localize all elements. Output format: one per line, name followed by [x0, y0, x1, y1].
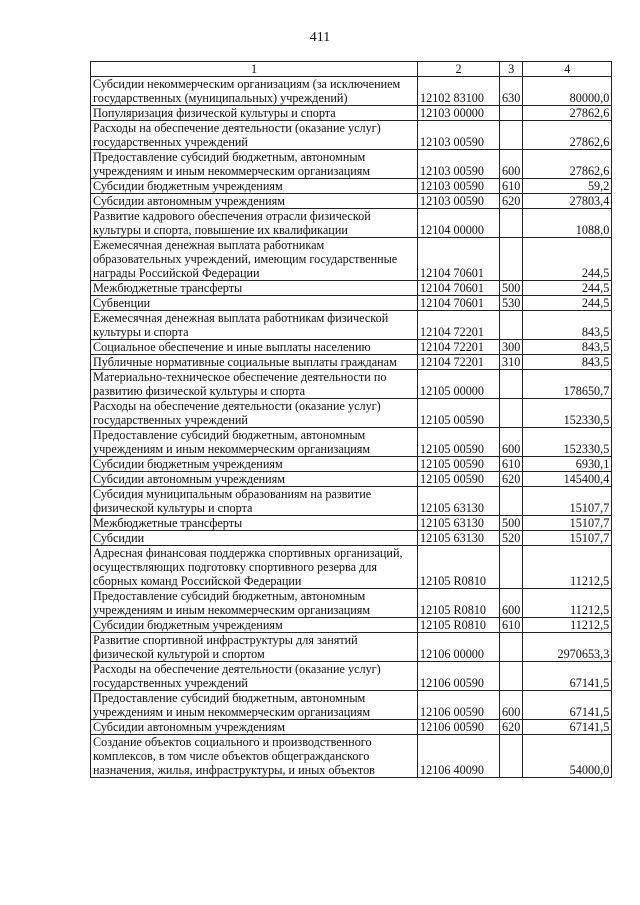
row-vr-cell: 600	[500, 691, 523, 720]
row-name-cell: Субсидии бюджетным учреждениям	[91, 457, 418, 472]
row-amount-cell: 27862,6	[523, 106, 612, 121]
row-code-cell: 12105 R0810	[418, 589, 500, 618]
row-name-cell: Субсидии	[91, 531, 418, 546]
row-amount-cell: 178650,7	[523, 370, 612, 399]
row-vr-cell	[500, 121, 523, 150]
row-code-cell: 12104 72201	[418, 355, 500, 370]
row-vr-cell	[500, 487, 523, 516]
row-amount-cell: 80000,0	[523, 77, 612, 106]
table-row	[91, 662, 612, 691]
row-vr-cell	[500, 399, 523, 428]
row-amount-cell: 1088,0	[523, 209, 612, 238]
table-row	[91, 340, 612, 355]
row-name-cell: Субсидия муниципальным образованиям на развитие физической культуры и спорта	[91, 487, 418, 516]
row-amount-cell: 27862,6	[523, 121, 612, 150]
column-header: 1	[91, 62, 418, 77]
row-amount-cell: 244,5	[523, 238, 612, 281]
column-header: 4	[523, 62, 612, 77]
row-name-cell: Субсидии бюджетным учреждениям	[91, 618, 418, 633]
row-name-cell: Субсидии бюджетным учреждениям	[91, 179, 418, 194]
table-row	[91, 209, 612, 238]
table-row	[91, 296, 612, 311]
table-row	[91, 194, 612, 209]
row-code-cell: 12105 00590	[418, 457, 500, 472]
row-vr-cell	[500, 735, 523, 778]
table-row	[91, 106, 612, 121]
row-vr-cell: 500	[500, 281, 523, 296]
row-name-cell: Субвенции	[91, 296, 418, 311]
row-amount-cell: 843,5	[523, 340, 612, 355]
table-row	[91, 150, 612, 179]
table-row	[91, 355, 612, 370]
row-vr-cell: 620	[500, 720, 523, 735]
row-amount-cell: 2970653,3	[523, 633, 612, 662]
row-name-cell: Расходы на обеспечение деятельности (оказание услуг) государственных учреждений	[91, 662, 418, 691]
row-vr-cell: 600	[500, 150, 523, 179]
table-row	[91, 531, 612, 546]
row-amount-cell: 152330,5	[523, 428, 612, 457]
table-row	[91, 691, 612, 720]
row-vr-cell: 500	[500, 516, 523, 531]
row-code-cell: 12103 00590	[418, 121, 500, 150]
row-amount-cell: 67141,5	[523, 691, 612, 720]
row-name-cell: Предоставление субсидий бюджетным, автономным учреждениям и иным некоммерческим организациям	[91, 428, 418, 457]
table-row	[91, 472, 612, 487]
row-name-cell: Ежемесячная денежная выплата работникам образовательных учреждений, имеющим государственные награды Российской Федерации	[91, 238, 418, 281]
column-header: 3	[500, 62, 523, 77]
row-vr-cell	[500, 311, 523, 340]
row-amount-cell: 67141,5	[523, 720, 612, 735]
row-name-cell: Расходы на обеспечение деятельности (оказание услуг) государственных учреждений	[91, 121, 418, 150]
table-row	[91, 487, 612, 516]
row-name-cell: Расходы на обеспечение деятельности (оказание услуг) государственных учреждений	[91, 399, 418, 428]
row-name-cell: Предоставление субсидий бюджетным, автономным учреждениям и иным некоммерческим организациям	[91, 150, 418, 179]
row-name-cell: Субсидии автономным учреждениям	[91, 194, 418, 209]
row-name-cell: Социальное обеспечение и иные выплаты населению	[91, 340, 418, 355]
row-vr-cell	[500, 106, 523, 121]
row-code-cell: 12104 70601	[418, 238, 500, 281]
row-amount-cell: 54000,0	[523, 735, 612, 778]
row-code-cell: 12105 R0810	[418, 618, 500, 633]
row-vr-cell	[500, 546, 523, 589]
row-name-cell: Развитие спортивной инфраструктуры для занятий физической культурой и спортом	[91, 633, 418, 662]
row-code-cell: 12106 00590	[418, 662, 500, 691]
budget-table	[90, 61, 612, 778]
row-code-cell: 12105 00590	[418, 472, 500, 487]
row-vr-cell	[500, 238, 523, 281]
table-row	[91, 633, 612, 662]
row-vr-cell: 300	[500, 340, 523, 355]
row-name-cell: Субсидии некоммерческим организациям (за исключением государственных (муниципальных) учреждений)	[91, 77, 418, 106]
row-name-cell: Предоставление субсидий бюджетным, автономным учреждениям и иным некоммерческим организациям	[91, 691, 418, 720]
row-vr-cell: 610	[500, 457, 523, 472]
row-name-cell: Адресная финансовая поддержка спортивных организаций, осуществляющих подготовку спортивного резерва для сборных команд Российской Федерации	[91, 546, 418, 589]
row-amount-cell: 15107,7	[523, 531, 612, 546]
table-row	[91, 370, 612, 399]
row-vr-cell	[500, 633, 523, 662]
row-vr-cell: 610	[500, 618, 523, 633]
row-vr-cell: 610	[500, 179, 523, 194]
table-row	[91, 179, 612, 194]
table-row	[91, 457, 612, 472]
table-row	[91, 618, 612, 633]
row-amount-cell: 11212,5	[523, 618, 612, 633]
table-row	[91, 516, 612, 531]
header-row	[91, 62, 612, 77]
row-code-cell: 12102 83100	[418, 77, 500, 106]
row-name-cell: Межбюджетные трансферты	[91, 281, 418, 296]
row-amount-cell: 843,5	[523, 355, 612, 370]
row-amount-cell: 152330,5	[523, 399, 612, 428]
row-vr-cell: 530	[500, 296, 523, 311]
table-row	[91, 720, 612, 735]
row-code-cell: 12103 00590	[418, 179, 500, 194]
row-code-cell: 12105 00000	[418, 370, 500, 399]
row-name-cell: Субсидии автономным учреждениям	[91, 472, 418, 487]
row-code-cell: 12103 00590	[418, 150, 500, 179]
row-name-cell: Создание объектов социального и производственного комплексов, в том числе объектов общегражданского назначения, жилья, инфраструктуры, и иных объектов	[91, 735, 418, 778]
row-name-cell: Межбюджетные трансферты	[91, 516, 418, 531]
row-amount-cell: 244,5	[523, 296, 612, 311]
table-row	[91, 77, 612, 106]
row-vr-cell: 600	[500, 428, 523, 457]
table-row	[91, 546, 612, 589]
row-amount-cell: 27862,6	[523, 150, 612, 179]
row-amount-cell: 843,5	[523, 311, 612, 340]
row-name-cell: Субсидии автономным учреждениям	[91, 720, 418, 735]
row-amount-cell: 244,5	[523, 281, 612, 296]
row-amount-cell: 27803,4	[523, 194, 612, 209]
row-code-cell: 12104 00000	[418, 209, 500, 238]
row-code-cell: 12104 70601	[418, 281, 500, 296]
row-amount-cell: 15107,7	[523, 516, 612, 531]
row-code-cell: 12105 63130	[418, 531, 500, 546]
row-name-cell: Материально-техническое обеспечение деятельности по развитию физической культуры и спорта	[91, 370, 418, 399]
row-code-cell: 12105 R0810	[418, 546, 500, 589]
row-code-cell: 12104 72201	[418, 340, 500, 355]
row-amount-cell: 59,2	[523, 179, 612, 194]
row-vr-cell: 620	[500, 194, 523, 209]
row-name-cell: Популяризация физической культуры и спорта	[91, 106, 418, 121]
row-amount-cell: 11212,5	[523, 589, 612, 618]
table-body	[91, 77, 612, 778]
row-vr-cell	[500, 209, 523, 238]
row-code-cell: 12105 00590	[418, 399, 500, 428]
row-vr-cell: 620	[500, 472, 523, 487]
table-row	[91, 121, 612, 150]
row-code-cell: 12105 00590	[418, 428, 500, 457]
row-vr-cell	[500, 662, 523, 691]
row-amount-cell: 11212,5	[523, 546, 612, 589]
row-vr-cell	[500, 370, 523, 399]
row-amount-cell: 6930,1	[523, 457, 612, 472]
table-row	[91, 281, 612, 296]
row-code-cell: 12105 63130	[418, 516, 500, 531]
table-row	[91, 589, 612, 618]
page-number: 411	[309, 30, 331, 45]
row-amount-cell: 67141,5	[523, 662, 612, 691]
row-code-cell: 12103 00000	[418, 106, 500, 121]
table-row	[91, 238, 612, 281]
row-vr-cell: 630	[500, 77, 523, 106]
row-code-cell: 12106 40090	[418, 735, 500, 778]
row-vr-cell: 520	[500, 531, 523, 546]
row-code-cell: 12106 00000	[418, 633, 500, 662]
row-name-cell: Ежемесячная денежная выплата работникам физической культуры и спорта	[91, 311, 418, 340]
table-row	[91, 428, 612, 457]
row-name-cell: Публичные нормативные социальные выплаты гражданам	[91, 355, 418, 370]
row-code-cell: 12104 72201	[418, 311, 500, 340]
row-amount-cell: 15107,7	[523, 487, 612, 516]
row-name-cell: Развитие кадрового обеспечения отрасли физической культуры и спорта, повышение их квалификации	[91, 209, 418, 238]
row-code-cell: 12106 00590	[418, 720, 500, 735]
table-row	[91, 735, 612, 778]
row-vr-cell: 310	[500, 355, 523, 370]
column-header: 2	[418, 62, 500, 77]
table-row	[91, 399, 612, 428]
row-code-cell: 12106 00590	[418, 691, 500, 720]
row-amount-cell: 145400,4	[523, 472, 612, 487]
row-code-cell: 12104 70601	[418, 296, 500, 311]
table-row	[91, 311, 612, 340]
row-code-cell: 12103 00590	[418, 194, 500, 209]
row-name-cell: Предоставление субсидий бюджетным, автономным учреждениям и иным некоммерческим организациям	[91, 589, 418, 618]
row-vr-cell: 600	[500, 589, 523, 618]
row-code-cell: 12105 63130	[418, 487, 500, 516]
